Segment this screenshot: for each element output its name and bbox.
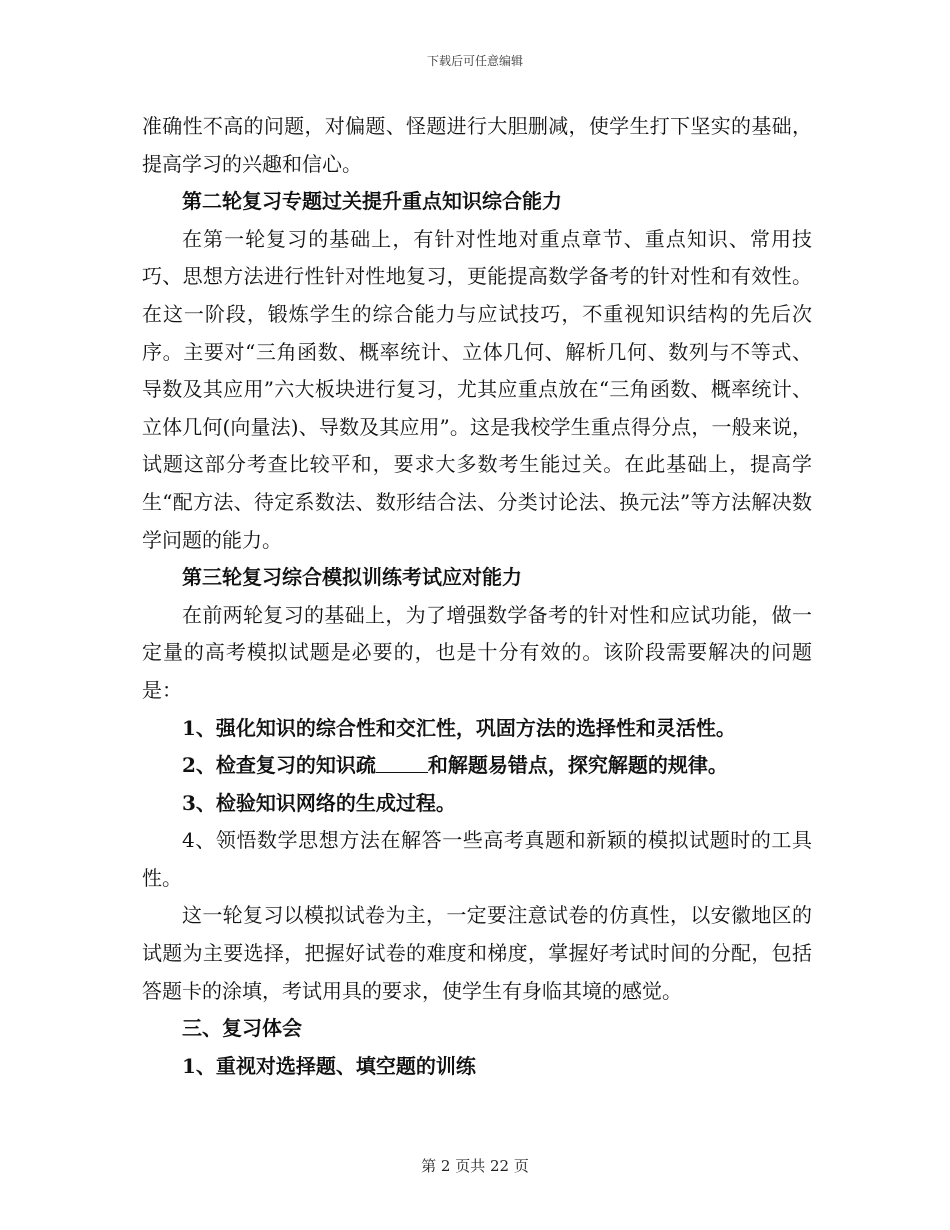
document-body — [142, 108, 812, 1085]
paragraph-round-two: 在第一轮复习的基础上，有针对性地对重点章节、重点知识、常用技巧、思想方法进行性针对性地复习，更能提高数学备考的针对性和有效性。在这一阶段，锻炼学生的综合能力与应试技巧，不重视知识结构的先后次序。主要对“三角函数、概率统计、立体几何、解析几何、数列与不等式、导数及其应用”六大板块进行复习，尤其应重点放在“三角函数、概率统计、立体几何(向量法)、导数及其应用”。这是我校学生重点得分点，一般来说，试题这部分考查比较平和，要求大多数考生能过关。在此基础上，提高学生“配方法、待定系数法、数形结合法、分类讨论法、换元法”等方法解决数学问题的能力。 — [142, 226, 812, 552]
page-footer: 第 2 页共 22 页 — [421, 1157, 529, 1175]
page-header: 下载后可任意编辑 — [426, 54, 523, 68]
section-heading-review-experience: 三、复习体会 — [182, 1016, 302, 1041]
list-item-4: 4、领悟数学思想方法在解答一些高考真题和新颖的模拟试题时的工具性。 — [142, 828, 812, 890]
paragraph-continuation: 准确性不高的问题，对偏题、怪题进行大胆删减，使学生打下坚实的基础，提高学习的兴趣和信心。 — [142, 114, 812, 176]
list-item-2-start: 2、检查复习的知识疏 — [182, 753, 376, 778]
list-item-2-end: 和解题易错点，探究解题的规律。 — [427, 753, 728, 778]
list-item-3: 3、检验知识网络的生成过程。 — [182, 790, 456, 815]
subsection-heading-choice-questions: 1、重视对选择题、填空题的训练 — [182, 1053, 476, 1078]
paragraph-round-three: 在前两轮复习的基础上，为了增强数学备考的针对性和应试功能，做一定量的高考模拟试题是必要的，也是十分有效的。该阶段需要解决的问题是： — [142, 602, 812, 702]
section-heading-round-two: 第二轮复习专题过关提升重点知识综合能力 — [182, 189, 562, 214]
section-heading-round-three: 第三轮复习综合模拟训练考试应对能力 — [182, 565, 522, 590]
paragraph-simulation: 这一轮复习以模拟试卷为主，一定要注意试卷的仿真性，以安徽地区的试题为主要选择，把握好试卷的难度和梯度，掌握好考试时间的分配，包括答题卡的涂填，考试用具的要求，使学生有身临其境的感觉。 — [142, 903, 812, 1003]
fill-blank-underline — [376, 754, 428, 773]
list-item-1: 1、强化知识的综合性和交汇性，巩固方法的选择性和灵活性。 — [182, 715, 736, 740]
list-item-2 — [142, 747, 812, 785]
